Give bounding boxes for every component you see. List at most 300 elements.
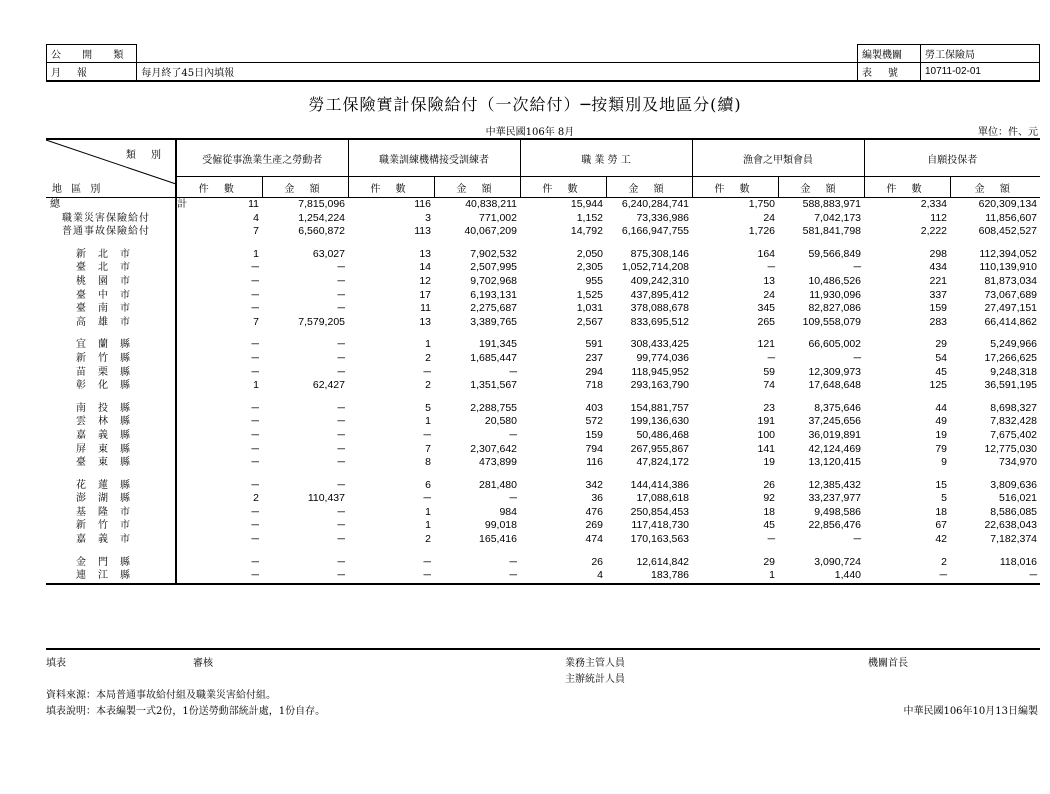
- cell-count: ─: [176, 479, 262, 493]
- table-row: [46, 479, 1040, 493]
- table-row: [46, 212, 1040, 226]
- cell-count: 2,334: [920, 198, 948, 210]
- cell-amount: 12,614,842: [636, 555, 690, 568]
- column-header-occupational: 職 業 勞 工: [520, 139, 692, 177]
- table-row: [46, 352, 1040, 366]
- cell-amount: 12,385,432: [808, 478, 862, 491]
- header-agency-label: 編製機關: [858, 45, 921, 63]
- cell-count: 794: [585, 442, 603, 455]
- cell-count: 159: [929, 302, 948, 315]
- table-row: [46, 429, 1040, 443]
- cell-amount: 409,242,310: [630, 274, 690, 287]
- cell-amount: 12,309,973: [808, 365, 862, 378]
- cell-amount: ─: [509, 492, 517, 505]
- cell-amount: 110,437: [307, 492, 345, 505]
- cell-amount: 47,824,172: [636, 456, 690, 469]
- cell-count: 2: [425, 533, 431, 546]
- cell-count: 8: [425, 456, 431, 469]
- cell-amount: 1,351,567: [470, 379, 517, 392]
- cell-count: 2,305: [576, 261, 603, 274]
- cell-amount: 12,775,030: [984, 442, 1038, 455]
- table-row: [46, 289, 1040, 303]
- cell-amount: ─: [337, 401, 345, 414]
- cell-amount: 1,052,714,208: [621, 261, 690, 274]
- cell-amount: 17,088,618: [636, 492, 690, 505]
- cell-count: 15: [935, 478, 948, 491]
- cell-count: 2,050: [576, 247, 603, 260]
- row-label: 普通事故保險給付: [62, 226, 150, 238]
- cell-count: 24: [763, 288, 776, 301]
- cell-count: 265: [757, 315, 776, 328]
- footer-note: 填表說明：本表編製一式2份，1份送勞動部統計處，1份自存。: [46, 706, 326, 717]
- cell-amount: 11,856,607: [985, 211, 1038, 224]
- row-label: 澎湖縣: [76, 493, 142, 505]
- cell-amount: 9,702,968: [470, 274, 517, 287]
- cell-count: 29: [763, 555, 776, 568]
- cell-amount: 81,873,034: [984, 274, 1038, 287]
- cell-amount: 7,579,205: [298, 315, 345, 328]
- cell-count: 2: [425, 351, 431, 364]
- cell-amount: ─: [853, 261, 862, 274]
- row-label: 苗栗縣: [76, 366, 142, 378]
- cell-amount: 308,433,425: [630, 338, 690, 351]
- cell-amount: 7,832,428: [990, 415, 1038, 428]
- table-row: [46, 275, 1040, 289]
- cell-amount: 11,930,096: [809, 288, 862, 301]
- cell-amount: 2,288,755: [470, 401, 517, 414]
- table-row: [46, 533, 1040, 547]
- cell-count: 5: [941, 492, 948, 505]
- cell-count: 1,726: [748, 225, 776, 238]
- sub-header-amount: 金 額: [778, 177, 864, 198]
- row-label: 桃園市: [76, 275, 142, 287]
- cell-count: 191: [757, 415, 776, 428]
- cell-amount: ─: [337, 365, 345, 378]
- cell-amount: 73,067,689: [984, 288, 1038, 301]
- cell-count: 955: [585, 274, 603, 287]
- cell-amount: ─: [509, 365, 517, 378]
- cell-amount: ─: [337, 338, 345, 351]
- cell-amount: 63,027: [312, 247, 345, 260]
- cell-amount: 144,414,386: [630, 478, 690, 491]
- cell-amount: 6,560,872: [298, 225, 345, 238]
- cell-amount: 99,018: [484, 519, 517, 532]
- cell-amount: 1,685,447: [470, 351, 517, 364]
- cell-count: 45: [935, 365, 948, 378]
- cell-count: ─: [423, 428, 431, 441]
- cell-amount: 473,899: [479, 456, 517, 469]
- row-label: 基隆市: [76, 506, 142, 518]
- row-label: 花蓮縣: [76, 479, 142, 491]
- table-body: [46, 198, 1040, 584]
- cell-amount: 3,809,636: [990, 478, 1038, 491]
- cell-count: 4: [176, 212, 262, 226]
- cell-count: 164: [757, 247, 776, 260]
- cell-count: 74: [763, 379, 776, 392]
- row-label: 宜蘭縣: [76, 339, 142, 351]
- cell-amount: ─: [337, 555, 345, 568]
- cell-count: 79: [935, 442, 948, 455]
- table-row: [46, 261, 1040, 275]
- cell-count: 5: [425, 401, 431, 414]
- cell-amount: 17,266,625: [984, 351, 1038, 364]
- table-row: [46, 198, 1040, 212]
- cell-count: 1: [425, 338, 431, 351]
- cell-count: 1,525: [576, 288, 603, 301]
- cell-amount: 118,945,952: [631, 365, 690, 378]
- cell-amount: ─: [337, 288, 345, 301]
- cell-count: ─: [767, 261, 776, 274]
- cell-count: ─: [176, 443, 262, 457]
- cell-count: 36: [591, 492, 603, 505]
- cell-count: 49: [935, 415, 948, 428]
- cell-amount: ─: [337, 428, 345, 441]
- cell-count: ─: [176, 415, 262, 429]
- header-box: [46, 44, 1040, 81]
- row-label: 臺中市: [76, 289, 142, 301]
- cell-amount: 36,591,195: [984, 379, 1038, 392]
- row-label: 總 計: [50, 199, 202, 210]
- cell-amount: 17,648,648: [808, 379, 862, 392]
- header-agency-value: 勞工保險局: [921, 45, 1040, 63]
- cell-amount: 154,881,757: [630, 401, 690, 414]
- table-row: [46, 569, 1040, 584]
- cell-count: 18: [763, 505, 776, 518]
- cell-amount: 66,414,862: [984, 315, 1038, 328]
- cell-count: 14: [419, 261, 431, 274]
- row-label: 嘉義縣: [76, 429, 142, 441]
- sub-header-count: 件 數: [176, 177, 262, 198]
- cell-count: ─: [767, 351, 776, 364]
- footer-date: 中華民國106年10月13日編製: [903, 706, 1038, 717]
- cell-amount: 27,497,151: [984, 302, 1038, 315]
- cell-amount: 7,182,374: [990, 533, 1038, 546]
- cell-amount: 6,166,947,755: [621, 225, 690, 238]
- sub-header-amount: 金 額: [262, 177, 348, 198]
- row-label: 高雄市: [76, 316, 142, 328]
- cell-amount: 3,090,724: [814, 555, 862, 568]
- cell-count: 29: [935, 338, 948, 351]
- cell-amount: 9,498,586: [814, 505, 862, 518]
- cell-amount: 50,486,468: [636, 428, 690, 441]
- table-row: [46, 443, 1040, 457]
- cell-amount: 378,088,678: [630, 302, 690, 315]
- cell-count: 113: [414, 225, 431, 238]
- table-row: [46, 338, 1040, 352]
- cell-amount: ─: [337, 456, 345, 469]
- cell-amount: 36,019,891: [808, 428, 862, 441]
- cell-amount: 33,237,977: [808, 492, 862, 505]
- cell-count: 591: [585, 338, 603, 351]
- cell-count: 1,031: [576, 302, 603, 315]
- cell-count: 24: [763, 211, 776, 224]
- table-row: [46, 379, 1040, 393]
- cell-count: 116: [414, 198, 431, 210]
- cell-count: 92: [763, 492, 776, 505]
- cell-amount: 6,240,284,741: [621, 198, 690, 210]
- cell-amount: 117,418,730: [631, 519, 690, 532]
- cell-amount: 8,586,085: [990, 505, 1038, 518]
- cell-count: 19: [763, 456, 776, 469]
- cell-count: 67: [935, 519, 948, 532]
- cell-count: 121: [757, 338, 776, 351]
- cell-amount: 1,440: [778, 569, 864, 584]
- cell-count: 7: [176, 225, 262, 239]
- cell-amount: ─: [337, 261, 345, 274]
- footer-review: 審核: [193, 658, 213, 669]
- footer-statistics-officer: 主辦統計人員: [565, 674, 625, 685]
- cell-amount: 66,605,002: [808, 338, 862, 351]
- sub-header-count: 件 數: [864, 177, 950, 198]
- cell-count: 116: [586, 456, 603, 469]
- cell-count: ─: [176, 338, 262, 352]
- benefits-table: [46, 138, 1040, 585]
- cell-count: 1: [425, 505, 431, 518]
- cell-count: ─: [176, 556, 262, 570]
- cell-amount: 112,394,052: [979, 247, 1038, 260]
- cell-count: 7: [425, 442, 431, 455]
- cell-amount: 109,558,079: [802, 315, 862, 328]
- cell-amount: ─: [262, 569, 348, 584]
- cell-count: ─: [176, 352, 262, 366]
- cell-amount: 8,698,327: [990, 401, 1038, 414]
- cell-count: ─: [176, 506, 262, 520]
- sub-header-count: 件 數: [520, 177, 606, 198]
- table-row: [46, 506, 1040, 520]
- cell-count: 9: [941, 456, 948, 469]
- cell-amount: 437,895,412: [630, 288, 690, 301]
- cell-amount: 7,815,096: [298, 198, 345, 210]
- cell-count: 42: [935, 533, 948, 546]
- cell-count: ─: [176, 569, 262, 584]
- cell-count: 26: [763, 478, 776, 491]
- cell-count: ─: [176, 533, 262, 547]
- cell-count: ─: [423, 492, 431, 505]
- cell-count: 1,750: [748, 198, 776, 210]
- cell-amount: 5,249,966: [990, 338, 1038, 351]
- cell-amount: 20,580: [484, 415, 517, 428]
- cell-amount: 281,480: [479, 478, 517, 491]
- footer-fill: 填表: [46, 658, 66, 669]
- header-divider: [46, 80, 1040, 82]
- cell-amount: 588,883,971: [802, 198, 862, 210]
- cell-amount: 250,854,453: [630, 505, 690, 518]
- cell-count: 15,944: [570, 198, 603, 210]
- cell-count: ─: [348, 569, 434, 584]
- cell-count: 718: [585, 379, 603, 392]
- row-label: 南投縣: [76, 402, 142, 414]
- cell-amount: 8,375,646: [814, 401, 862, 414]
- cell-count: 1,152: [576, 211, 603, 224]
- column-header-fishery: 受僱從事漁業生產之勞動者: [176, 139, 348, 177]
- cell-count: ─: [176, 366, 262, 380]
- cell-amount: ─: [337, 519, 345, 532]
- cell-count: 13: [419, 247, 431, 260]
- cell-count: 2: [425, 379, 431, 392]
- cell-count: 237: [585, 351, 603, 364]
- cell-amount: 9,248,318: [990, 365, 1038, 378]
- cell-count: ─: [176, 261, 262, 275]
- cell-amount: ─: [337, 415, 345, 428]
- cell-amount: ─: [337, 351, 345, 364]
- row-label: 新北市: [76, 248, 142, 260]
- page-title: 勞工保險實計保險給付（一次給付）─按類別及地區分(續): [308, 95, 742, 114]
- cell-amount: ─: [853, 351, 862, 364]
- cell-amount: 110,139,910: [979, 261, 1038, 274]
- cell-amount: 984: [499, 505, 517, 518]
- cell-amount: 734,970: [999, 456, 1038, 469]
- cell-count: 11: [176, 198, 262, 212]
- cell-count: 1: [425, 519, 431, 532]
- cell-amount: 7,902,532: [470, 247, 517, 260]
- column-header-fishermen-association: 漁會之甲類會員: [692, 139, 864, 177]
- cell-amount: ─: [337, 533, 345, 546]
- corner-cell: [46, 139, 176, 198]
- cell-count: 283: [929, 315, 948, 328]
- header-form-value: 10711-02-01: [921, 63, 1040, 81]
- cell-count: ─: [767, 533, 776, 546]
- table-row: [46, 519, 1040, 533]
- cell-amount: 7,042,173: [814, 211, 862, 224]
- cell-amount: ─: [950, 569, 1040, 584]
- row-label: 新竹縣: [76, 352, 142, 364]
- cell-count: 141: [757, 442, 776, 455]
- row-label: 金門縣: [76, 556, 142, 568]
- cell-count: 345: [757, 302, 776, 315]
- cell-amount: 608,452,527: [978, 225, 1038, 238]
- sub-header-row: [46, 177, 1040, 198]
- table-row: [46, 415, 1040, 429]
- cell-count: 54: [935, 351, 948, 364]
- column-header-voluntary: 自願投保者: [864, 139, 1040, 177]
- cell-amount: 293,163,790: [630, 379, 690, 392]
- cell-amount: 2,507,995: [470, 261, 517, 274]
- cell-amount: 59,566,849: [808, 247, 862, 260]
- cell-amount: 37,245,656: [808, 415, 862, 428]
- header-category-label: 公 開 類: [47, 45, 137, 63]
- cell-count: 2: [941, 555, 948, 568]
- cell-count: ─: [176, 402, 262, 416]
- cell-count: 17: [419, 288, 431, 301]
- row-label: 屏東縣: [76, 443, 142, 455]
- cell-count: ─: [176, 429, 262, 443]
- cell-amount: ─: [337, 302, 345, 315]
- table-row: [46, 556, 1040, 570]
- header-period-value: 每月終了45日內填報: [137, 63, 858, 81]
- cell-count: ─: [423, 555, 431, 568]
- cell-amount: 6,193,131: [470, 288, 517, 301]
- cell-count: 6: [425, 478, 431, 491]
- cell-count: 4: [520, 569, 606, 584]
- report-period: 中華民國106年 8月: [485, 127, 575, 138]
- row-label: 職業災害保險給付: [62, 212, 150, 224]
- cell-amount: ─: [337, 442, 345, 455]
- row-label: 新竹市: [76, 520, 142, 532]
- cell-amount: ─: [337, 478, 345, 491]
- cell-amount: 191,345: [479, 338, 517, 351]
- cell-amount: 73,336,986: [636, 211, 690, 224]
- sub-header-amount: 金 額: [950, 177, 1040, 198]
- cell-amount: 40,838,211: [465, 198, 517, 210]
- cell-amount: ─: [509, 555, 517, 568]
- cell-count: 1: [692, 569, 778, 584]
- table-row: [46, 366, 1040, 380]
- row-label: 彰化縣: [76, 380, 142, 392]
- cell-amount: 199,136,630: [630, 415, 690, 428]
- row-label: 臺南市: [76, 303, 142, 315]
- cell-count: ─: [176, 275, 262, 289]
- cell-amount: 833,695,512: [630, 315, 690, 328]
- cell-amount: 10,486,526: [808, 274, 862, 287]
- header-form-label: 表 號: [858, 63, 921, 81]
- cell-count: 100: [757, 428, 776, 441]
- cell-count: 1: [176, 379, 262, 393]
- cell-count: ─: [176, 456, 262, 470]
- cell-count: ─: [864, 569, 950, 584]
- cell-amount: 2,275,687: [470, 302, 517, 315]
- cell-amount: 99,774,036: [636, 351, 690, 364]
- row-label: 連江縣: [46, 569, 176, 584]
- cell-amount: ─: [337, 274, 345, 287]
- cell-amount: 267,955,867: [630, 442, 690, 455]
- cell-amount: 22,638,043: [984, 519, 1038, 532]
- cell-count: 11: [420, 302, 431, 315]
- row-label: 雲林縣: [76, 416, 142, 428]
- sub-header-amount: 金 額: [434, 177, 520, 198]
- cell-count: 13: [763, 274, 776, 287]
- cell-count: 2,567: [576, 315, 603, 328]
- cell-count: 45: [763, 519, 776, 532]
- cell-amount: 620,309,134: [978, 198, 1038, 210]
- cell-count: 7: [176, 316, 262, 330]
- cell-amount: 13,120,415: [808, 456, 862, 469]
- cell-count: 159: [585, 428, 603, 441]
- cell-amount: 165,416: [479, 533, 517, 546]
- corner-region-label: 地 區 別: [52, 184, 104, 195]
- table-row: [46, 492, 1040, 506]
- cell-amount: ─: [853, 533, 862, 546]
- table-row: [46, 402, 1040, 416]
- cell-count: 342: [585, 478, 603, 491]
- cell-count: ─: [176, 289, 262, 303]
- row-label: 臺北市: [76, 262, 142, 274]
- cell-count: 1: [176, 248, 262, 262]
- cell-amount: 516,021: [999, 492, 1038, 505]
- cell-amount: 40,067,209: [464, 225, 517, 238]
- cell-amount: 183,786: [606, 569, 692, 584]
- row-label: 嘉義市: [76, 534, 142, 546]
- table-bottom-line: [46, 648, 1040, 650]
- table-row: [46, 302, 1040, 316]
- cell-count: 14,792: [570, 225, 603, 238]
- cell-count: 19: [935, 428, 948, 441]
- footer-business-supervisor: 業務主管人員: [565, 658, 625, 669]
- footer-source: 資料來源：本局普通事故給付組及職業災害給付組。: [46, 690, 276, 701]
- cell-amount: 7,675,402: [990, 428, 1038, 441]
- header-period-label: 月 報: [47, 63, 137, 81]
- cell-count: 403: [585, 401, 603, 414]
- cell-count: 434: [929, 261, 948, 274]
- cell-amount: 1,254,224: [298, 211, 345, 224]
- cell-count: 221: [929, 274, 948, 287]
- cell-amount: 2,307,642: [470, 442, 517, 455]
- cell-count: 125: [929, 379, 948, 392]
- cell-amount: ─: [337, 505, 345, 518]
- cell-count: 2: [176, 492, 262, 506]
- cell-count: 26: [591, 555, 603, 568]
- cell-count: 474: [585, 533, 603, 546]
- corner-category-label: 類 別: [125, 150, 167, 161]
